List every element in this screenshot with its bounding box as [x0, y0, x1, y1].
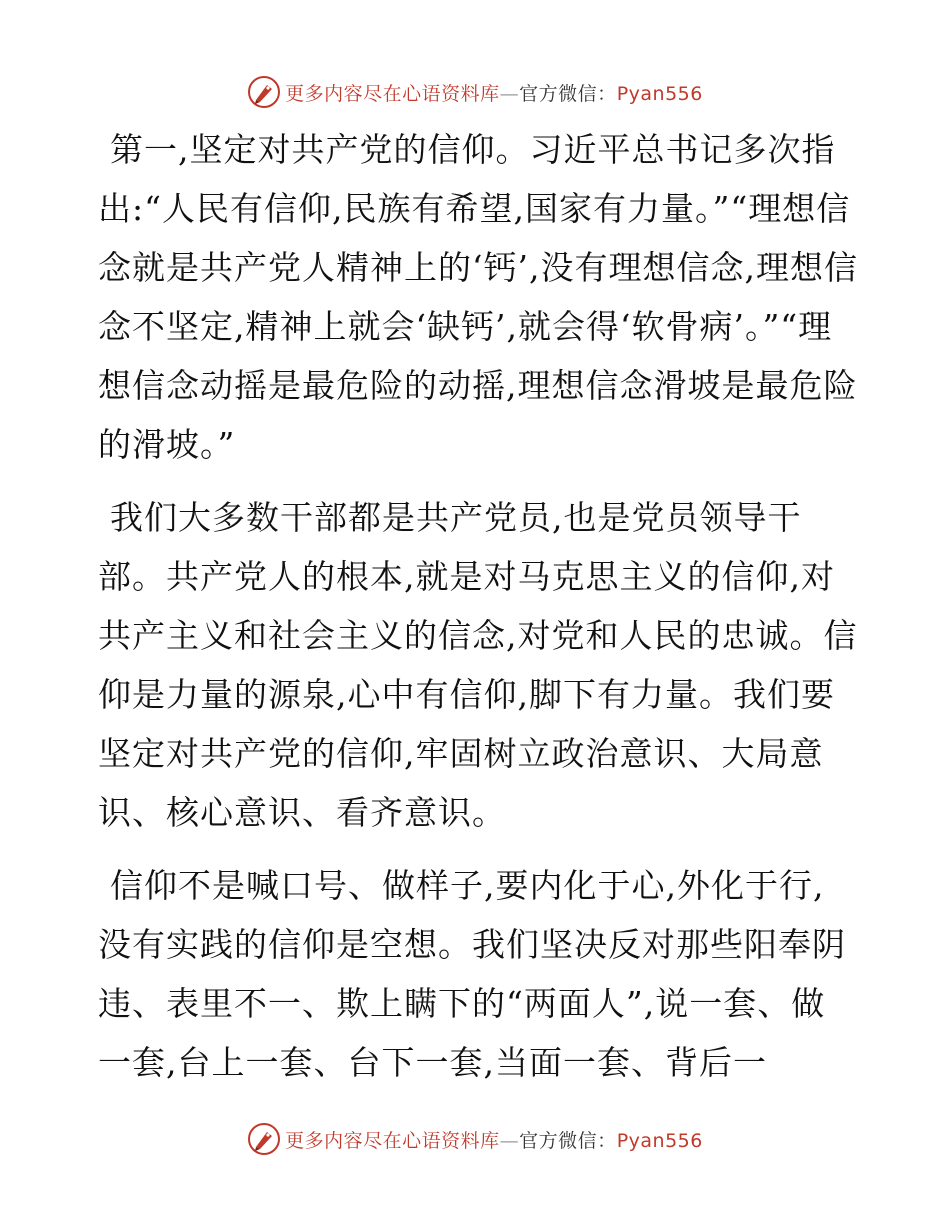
document-body [98, 120, 858, 1106]
header-banner [0, 72, 950, 112]
banner-official-label: 官方微信： [519, 82, 617, 105]
banner-official-label: 官方微信： [519, 1129, 617, 1152]
banner-text [285, 79, 703, 106]
banner-wechat-id: Pyan556 [616, 82, 703, 105]
banner-wechat-id: Pyan556 [616, 1129, 703, 1152]
paragraph-2: 我们大多数干部都是共产党员,也是党员领导干部。共产党人的根本,就是对马克思主义的信仰,对共产主义和社会主义的信念,对党和人民的忠诚。信仰是力量的源泉,心中有信仰,脚下有力量。我们要坚定对共产党的信仰,牢固树立政治意识、大局意识、核心意识、看齐意识。 [98, 498, 858, 832]
pen-nib-logo-icon [247, 1122, 281, 1156]
banner-text [285, 1126, 703, 1153]
pen-nib-logo-icon [247, 75, 281, 109]
footer-banner [0, 1119, 950, 1159]
banner-brand-text: 更多内容尽在心语资料库 [285, 1129, 500, 1152]
paragraph-1: 第一,坚定对共产党的信仰。习近平总书记多次指出:“人民有信仰,民族有希望,国家有力量。”“理想信念就是共产党人精神上的‘钙’,没有理想信念,理想信念不坚定,精神上就会‘缺钙’,就会得‘软骨病’。”“理想信念动摇是最危险的动摇,理想信念滑坡是最危险的滑坡。” [98, 130, 858, 464]
banner-brand-text: 更多内容尽在心语资料库 [285, 82, 500, 105]
paragraph-3: 信仰不是喊口号、做样子,要内化于心,外化于行,没有实践的信仰是空想。我们坚决反对那些阳奉阴违、表里不一、欺上瞒下的“两面人”,说一套、做一套,台上一套、台下一套,当面一套、背后一 [98, 866, 846, 1082]
banner-separator: — [499, 1129, 520, 1152]
banner-separator: — [499, 82, 520, 105]
